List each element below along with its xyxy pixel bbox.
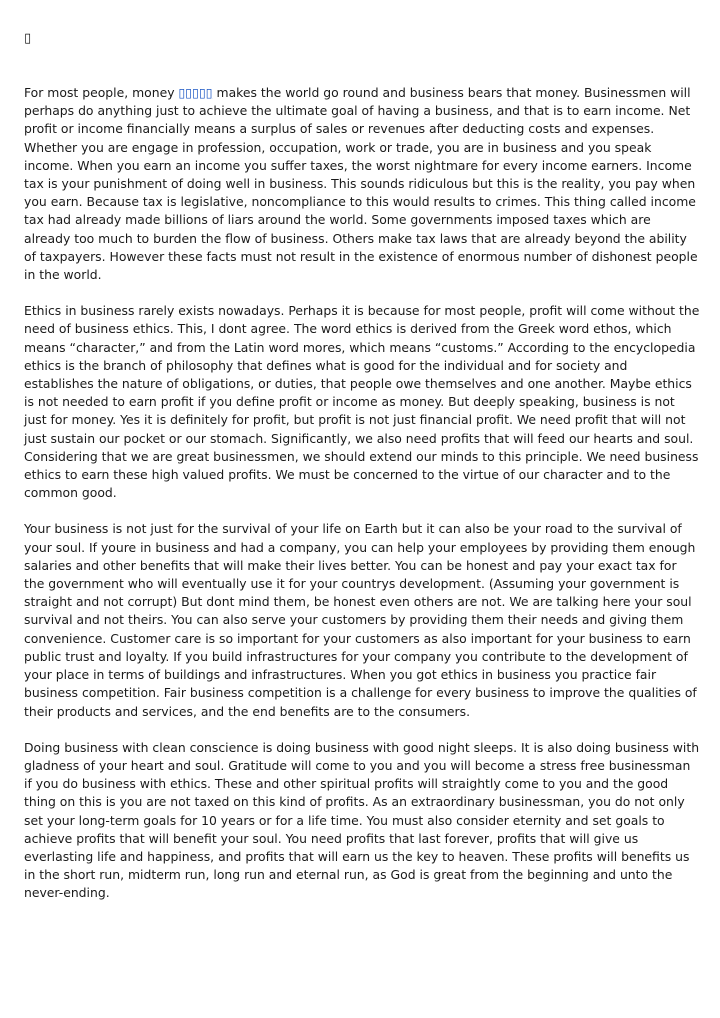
inline-link[interactable]: ▯▯▯▯▯ [178,85,213,100]
paragraph-1-body: makes the world go round and business bears that money. Businessmen will perhaps do anything just to achieve the ultimate goal of having a business, and that is to earn income. Net profit or income financially means a surplus of sales or revenues after deducting costs and expenses. Whether you are engage in profession, occupation, work or trade, you are in business and you speak income. When you earn an income you suffer taxes, the worst nightmare for every income earners. Income tax is your punishment of doing well in business. This sounds ridiculous but this is the reality, you pay when you earn. Because tax is legislative, noncompliance to this would results to crimes. This thing called income tax had already made billions of liars around the world. Some governments imposed taxes which are already too much to burden the flow of business. Others make tax laws that are already beyond the ability of taxpayers. However these facts must not result in the existence of enormous number of dishonest people in the world. [24,85,698,283]
paragraph-3: Your business is not just for the survival of your life on Earth but it can also be your road to the survival of your soul. If youre in business and had a company, you can help your employees by providing them enough salaries and other benefits that will make their lives better. You can be honest and pay your exact tax for the government who will eventually use it for your countrys development. (Assuming your government is straight and not corrupt) But dont mind them, be honest even others are not. We are talking here your soul survival and not theirs. You can also serve your customers by providing them their needs and giving them convenience. Customer care is so important for your customers as also important for your business to earn public trust and loyalty. If you build infrastructures for your company you contribute to the development of your place in terms of buildings and infrastructures. When you got ethics in business you practice fair business competition. Fair business competition is a challenge for every business to improve the qualities of their products and services, and the end benefits are to the consumers. [24,521,697,719]
paragraph-1 [24,84,700,284]
missing-glyph-icon: ▯ [24,31,32,46]
document-body [24,30,700,921]
paragraph-4: Doing business with clean conscience is doing business with good night sleeps. It is also doing business with gladness of your heart and soul. Gratitude will come to you and you will become a stress free businessman if you do business with ethics. These and other spiritual profits will straightly come to you and the good thing on this is you are not taxed on this kind of profits. As an extraordinary businessman, you do not only set your long-term goals for 10 years or for a life time. You must also consider eternity and set goals to achieve profits that will benefit your soul. You need profits that last forever, profits that will give us everlasting life and happiness, and profits that will earn us the key to heaven. These profits will benefits us in the short run, midterm run, long run and eternal run, as God is great from the beginning and unto the never-ending. [24,739,700,901]
paragraph-1-lead: For most people, money [24,85,179,100]
paragraph-2: Ethics in business rarely exists nowadays. Perhaps it is because for most people, profit will come without the need of business ethics. This, I dont agree. The word ethics is derived from the Greek word ethos, which means “character,” and from the Latin word mores, which means “customs.” According to the encyclopedia ethics is the branch of philosophy that defines what is good for the individual and for society and establishes the nature of obligations, or duties, that people owe themselves and one another. Maybe ethics is not needed to earn profit if you define profit or income as money. But deeply speaking, business is not just for money. Yes it is definitely for profit, but profit is not just financial profit. We need profit that will not just sustain our pocket or our stomach. Significantly, we also need profits that will feed our hearts and soul. Considering that we are great businessmen, we should extend our minds to this principle. We need business ethics to earn these high valued profits. We must be concerned to the virtue of our character and to the common good. [24,303,700,501]
